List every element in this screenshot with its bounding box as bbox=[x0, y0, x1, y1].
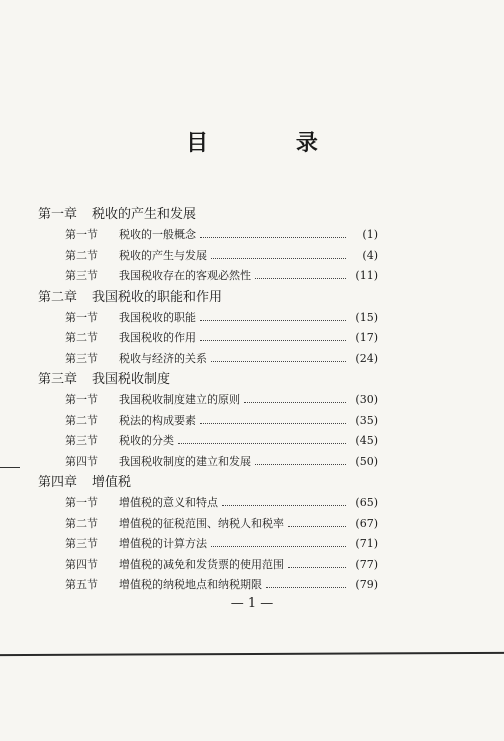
leader-dots bbox=[266, 586, 346, 588]
section-number: 第二节 bbox=[65, 413, 98, 427]
table-of-contents bbox=[38, 204, 378, 596]
toc-entry bbox=[38, 575, 378, 596]
leader-dots bbox=[211, 360, 346, 362]
toc-title: 目 录 bbox=[186, 130, 358, 156]
leader-dots bbox=[244, 401, 346, 403]
page-number: — 1 — bbox=[230, 596, 274, 611]
leader-dots bbox=[200, 339, 346, 341]
page-reference: (15) bbox=[355, 310, 378, 324]
leader-dots bbox=[288, 525, 346, 527]
section-number: 第二节 bbox=[65, 516, 98, 530]
page-reference: (67) bbox=[355, 516, 378, 530]
page-reference: (1) bbox=[362, 228, 378, 241]
section-number: 第五节 bbox=[65, 578, 98, 591]
page-reference: (35) bbox=[355, 413, 378, 427]
margin-mark bbox=[0, 467, 20, 468]
section-number: 第一节 bbox=[65, 228, 98, 241]
toc-entry bbox=[38, 514, 378, 535]
section-number: 第三节 bbox=[65, 537, 98, 550]
chapter-heading bbox=[38, 287, 378, 308]
section-title: 我国税收制度建立的原则 bbox=[119, 393, 240, 406]
leader-dots bbox=[200, 319, 346, 321]
bottom-rule bbox=[0, 652, 504, 656]
chapter-number: 第一章 bbox=[38, 207, 78, 222]
section-title: 税收的产生与发展 bbox=[119, 248, 207, 262]
section-number: 第二节 bbox=[65, 331, 98, 344]
toc-entry bbox=[38, 225, 378, 246]
section-number: 第四节 bbox=[65, 454, 98, 468]
section-number: 第一节 bbox=[65, 496, 98, 509]
section-number: 第三节 bbox=[65, 351, 98, 365]
chapter-title: 税收的产生和发展 bbox=[92, 207, 197, 222]
page-reference: (17) bbox=[355, 331, 378, 344]
section-number: 第一节 bbox=[65, 393, 98, 406]
section-title: 税收与经济的关系 bbox=[119, 351, 207, 365]
toc-entry bbox=[38, 246, 378, 267]
section-title: 我国税收的作用 bbox=[119, 331, 196, 344]
chapter-title: 增值税 bbox=[92, 475, 132, 490]
page-reference: (65) bbox=[355, 496, 378, 509]
page-reference: (77) bbox=[355, 557, 378, 571]
page-reference: (50) bbox=[355, 454, 378, 468]
page-reference: (11) bbox=[355, 269, 378, 282]
section-title: 增值税的意义和特点 bbox=[119, 496, 218, 509]
toc-entry bbox=[38, 431, 378, 452]
page-reference: (45) bbox=[355, 434, 378, 447]
section-title: 我国税收存在的客观必然性 bbox=[119, 269, 251, 282]
section-number: 第一节 bbox=[65, 310, 98, 324]
chapter-heading bbox=[38, 369, 378, 390]
page-reference: (30) bbox=[355, 393, 378, 406]
section-title: 税法的构成要素 bbox=[119, 413, 196, 427]
leader-dots bbox=[178, 442, 346, 444]
page-reference: (71) bbox=[355, 537, 378, 550]
leader-dots bbox=[222, 504, 346, 506]
toc-entry bbox=[38, 266, 378, 287]
section-number: 第三节 bbox=[65, 269, 98, 282]
section-number: 第二节 bbox=[65, 248, 98, 262]
section-title: 增值税的征税范围、纳税人和税率 bbox=[119, 516, 284, 530]
chapter-title: 我国税收制度 bbox=[92, 372, 171, 387]
leader-dots bbox=[211, 257, 346, 259]
leader-dots bbox=[255, 463, 346, 465]
section-title: 增值税的纳税地点和纳税期限 bbox=[119, 578, 262, 591]
section-title: 我国税收的职能 bbox=[119, 310, 196, 324]
toc-entry bbox=[38, 452, 378, 473]
section-title: 增值税的减免和发货票的使用范围 bbox=[119, 557, 284, 571]
toc-entry bbox=[38, 555, 378, 576]
leader-dots bbox=[200, 422, 346, 424]
page-reference: (4) bbox=[362, 248, 378, 262]
section-title: 税收的一般概念 bbox=[119, 228, 196, 241]
toc-entry bbox=[38, 328, 378, 349]
chapter-number: 第二章 bbox=[38, 289, 78, 305]
leader-dots bbox=[255, 277, 346, 279]
section-title: 税收的分类 bbox=[119, 434, 174, 447]
toc-entry bbox=[38, 349, 378, 370]
page-reference: (79) bbox=[355, 578, 378, 591]
toc-entry bbox=[38, 390, 378, 411]
chapter-title: 我国税收的职能和作用 bbox=[92, 289, 223, 305]
chapter-heading bbox=[38, 204, 378, 225]
chapter-number: 第三章 bbox=[38, 372, 78, 387]
toc-entry bbox=[38, 411, 378, 432]
toc-entry bbox=[38, 308, 378, 329]
section-number: 第四节 bbox=[65, 557, 98, 571]
leader-dots bbox=[288, 566, 346, 568]
leader-dots bbox=[200, 236, 346, 238]
section-title: 增值税的计算方法 bbox=[119, 537, 207, 550]
section-title: 我国税收制度的建立和发展 bbox=[119, 454, 251, 468]
section-number: 第三节 bbox=[65, 434, 98, 447]
chapter-heading bbox=[38, 472, 378, 493]
toc-entry bbox=[38, 534, 378, 555]
leader-dots bbox=[211, 545, 346, 547]
page-reference: (24) bbox=[355, 351, 378, 365]
toc-entry bbox=[38, 493, 378, 514]
chapter-number: 第四章 bbox=[38, 475, 78, 490]
